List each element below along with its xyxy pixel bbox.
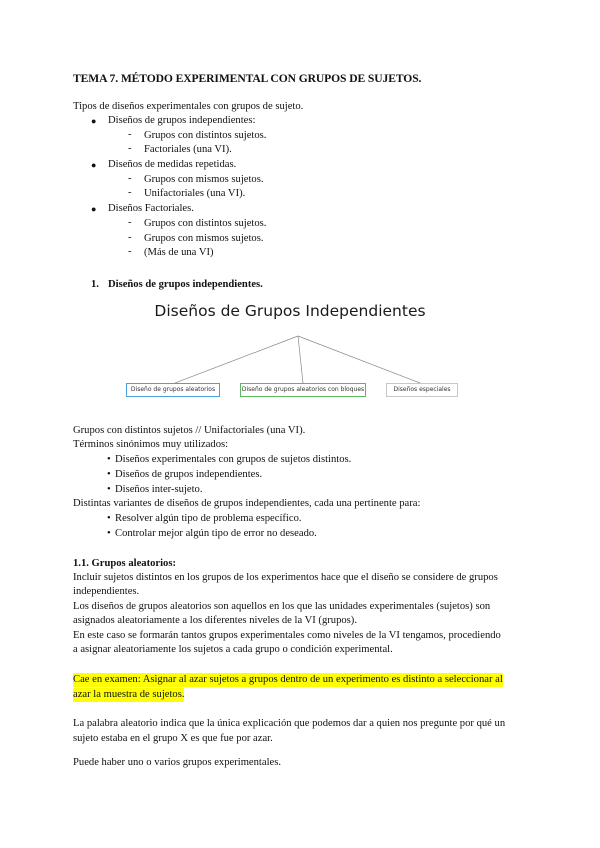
paragraph-line: Los diseños de grupos aleatorios son aquellos en los que las unidades experimentales (sujetos) son xyxy=(73,601,491,612)
diagram-title: Diseños de Grupos Independientes xyxy=(154,302,426,320)
dash-icon: - xyxy=(128,173,132,184)
page-title: TEMA 7. MÉTODO EXPERIMENTAL CON GRUPOS DE SUJETOS. xyxy=(73,72,422,85)
paragraph-line: Incluir sujetos distintos en los grupos de los experimentos hace que el diseño se considere de grupos xyxy=(73,572,498,583)
type-item: Factoriales (una VI). xyxy=(144,144,232,155)
section-heading: Diseños de grupos independientes. xyxy=(108,279,263,290)
bullet-icon: • xyxy=(107,528,111,539)
diagram-box-grupos-aleatorios: Diseño de grupos aleatorios xyxy=(126,383,220,397)
paragraph-line: independientes. xyxy=(73,586,140,597)
bullet-icon: • xyxy=(107,454,111,465)
exam-note: Cae en examen: Asignar al azar sujetos a grupos dentro de un experimento es distinto a seleccionar al xyxy=(73,674,503,685)
paragraph-line: sujeto estaba en el grupo X es que fue por azar. xyxy=(73,733,273,744)
purpose-item: Controlar mejor algún tipo de error no deseado. xyxy=(115,528,317,539)
type-item: Grupos con distintos sujetos. xyxy=(144,130,267,141)
paragraph-line: Puede haber uno o varios grupos experimentales. xyxy=(73,757,281,768)
bullet-icon: • xyxy=(107,469,111,480)
intro-text: Tipos de diseños experimentales con grupos de sujeto. xyxy=(73,101,304,112)
body-line: Términos sinónimos muy utilizados: xyxy=(73,439,229,450)
type-label: Diseños de medidas repetidas. xyxy=(108,159,237,170)
bullet-icon: ● xyxy=(91,160,97,170)
bullet-icon: ● xyxy=(91,116,97,126)
dash-icon: - xyxy=(128,129,132,140)
type-item: (Más de una VI) xyxy=(144,247,214,258)
dash-icon: - xyxy=(128,217,132,228)
body-line: Distintas variantes de diseños de grupos independientes, cada una pertinente para: xyxy=(73,498,421,509)
body-line: Grupos con distintos sujetos // Unifactoriales (una VI). xyxy=(73,425,306,436)
exam-note: azar la muestra de sujetos. xyxy=(73,689,185,700)
diagram-box-grupos-bloques: Diseño de grupos aleatorios con bloques xyxy=(240,383,366,397)
paragraph-line: asignados aleatoriamente a los diferentes niveles de la VI (grupos). xyxy=(73,615,357,626)
diagram-box-especiales: Diseños especiales xyxy=(386,383,458,397)
type-item: Unifactoriales (una VI). xyxy=(144,188,246,199)
bullet-icon: • xyxy=(107,513,111,524)
section-number: 1. xyxy=(91,279,99,290)
org-diagram xyxy=(120,296,460,406)
dash-icon: - xyxy=(128,246,132,257)
subsection-heading: 1.1. Grupos aleatorios: xyxy=(73,558,176,569)
paragraph-line: La palabra aleatorio indica que la única explicación que podemos dar a quien nos pregunte por qué un xyxy=(73,718,506,729)
type-label: Diseños de grupos independientes: xyxy=(108,115,256,126)
dash-icon: - xyxy=(128,187,132,198)
synonym-item: Diseños de grupos independientes. xyxy=(115,469,263,480)
bullet-icon: • xyxy=(107,484,111,495)
type-item: Grupos con distintos sujetos. xyxy=(144,218,267,229)
type-item: Grupos con mismos sujetos. xyxy=(144,233,264,244)
paragraph-line: a asignar aleatoriamente los sujetos a cada grupo o condición experimental. xyxy=(73,644,393,655)
dash-icon: - xyxy=(128,232,132,243)
type-item: Grupos con mismos sujetos. xyxy=(144,174,264,185)
synonym-item: Diseños inter-sujeto. xyxy=(115,484,203,495)
paragraph-line: En este caso se formarán tantos grupos experimentales como niveles de la VI tengamos, procediendo xyxy=(73,630,501,641)
dash-icon: - xyxy=(128,143,132,154)
type-label: Diseños Factoriales. xyxy=(108,203,194,214)
purpose-item: Resolver algún tipo de problema específico. xyxy=(115,513,302,524)
bullet-icon: ● xyxy=(91,204,97,214)
synonym-item: Diseños experimentales con grupos de sujetos distintos. xyxy=(115,454,352,465)
